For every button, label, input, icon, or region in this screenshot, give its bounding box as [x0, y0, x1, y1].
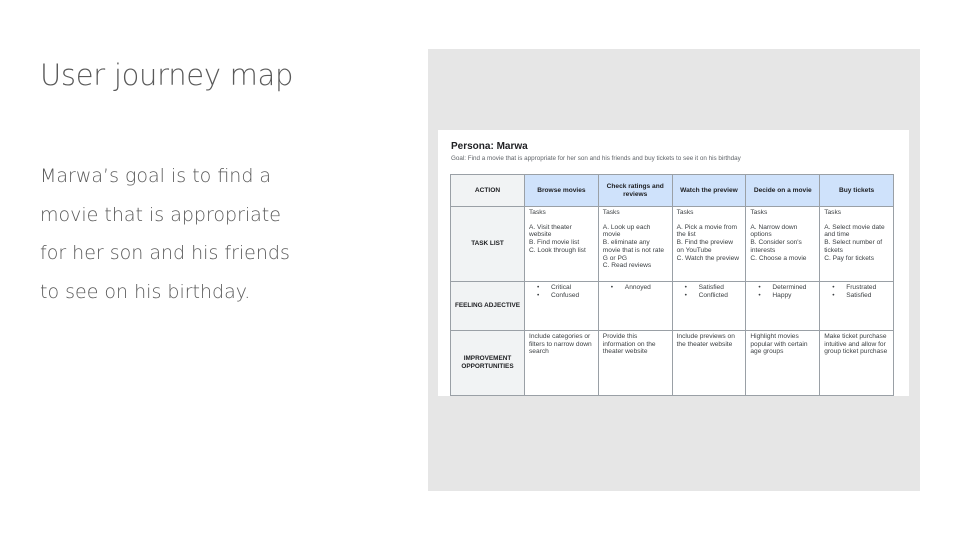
tasks-label: Tasks	[824, 209, 842, 216]
bullet-icon: •	[684, 284, 687, 291]
bullet-icon: •	[832, 291, 835, 299]
task-item: A. Visit theater website	[529, 223, 572, 239]
feeling-cell	[525, 282, 599, 331]
journey-map-table	[450, 174, 894, 396]
task-item: A. Pick a movie from the list	[676, 223, 738, 239]
task-item: B. Find movie list	[529, 239, 580, 247]
feeling-item	[824, 292, 889, 300]
action-cell: Check ratings and reviews	[598, 175, 672, 207]
feeling-text: Happy	[772, 291, 792, 299]
feeling-item	[529, 284, 594, 292]
feeling-adjective-row	[451, 282, 894, 331]
action-cell: Watch the preview	[672, 175, 746, 207]
improvement-cell: Include previews on the theater website	[672, 331, 746, 396]
tasks-label: Tasks	[529, 209, 546, 216]
feeling-item	[529, 292, 594, 300]
feeling-text: Annoyed	[624, 284, 651, 291]
improvement-row	[451, 331, 894, 396]
feeling-text: Confused	[551, 291, 580, 299]
feeling-item	[750, 292, 815, 300]
slide-body-text: Marwa’s goal is to find a movie that is appropriate for her son and his friends to see on his birthday.	[40, 165, 290, 303]
task-list-cell	[525, 207, 599, 282]
task-item: A. Narrow down options	[750, 223, 798, 239]
feeling-item	[677, 284, 742, 292]
task-item: B. Find the preview on YouTube	[676, 239, 734, 254]
journey-map-image-panel	[428, 49, 920, 491]
task-item: C. Choose a movie	[750, 254, 807, 262]
bullet-icon: •	[537, 291, 540, 299]
feeling-text: Satisfied	[846, 291, 872, 299]
feeling-text: Frustrated	[846, 284, 877, 291]
task-item: B. Consider son's interests	[750, 239, 802, 254]
row-header-task-list: TASK LIST	[451, 207, 525, 282]
row-header-action: ACTION	[451, 175, 525, 207]
feeling-cell	[820, 282, 894, 331]
action-cell: Buy tickets	[820, 175, 894, 207]
feeling-cell	[598, 282, 672, 331]
improvement-cell: Include categories or filters to narrow down search	[525, 331, 599, 396]
feeling-text: Conflicted	[698, 291, 728, 299]
feeling-item	[824, 284, 889, 292]
slide-title: User journey map	[40, 58, 294, 92]
task-item: A. Select movie date and time	[824, 223, 885, 239]
action-row	[451, 175, 894, 207]
task-item: C. Watch the preview	[676, 254, 740, 262]
bullet-icon: •	[684, 291, 687, 299]
task-list-cell	[598, 207, 672, 282]
tasks-label: Tasks	[602, 209, 620, 216]
persona-goal: Goal: Find a movie that is appropriate for her son and his friends and buy tickets to see it on his birthday	[451, 155, 741, 162]
feeling-text: Critical	[551, 284, 572, 291]
bullet-icon: •	[758, 284, 761, 291]
task-list-row	[451, 207, 894, 282]
bullet-icon: •	[610, 284, 614, 291]
bullet-icon: •	[832, 284, 835, 291]
persona-title: Persona: Marwa	[451, 141, 528, 152]
bullet-icon: •	[758, 291, 761, 299]
action-cell: Browse movies	[525, 175, 599, 207]
feeling-text: Determined	[772, 284, 807, 291]
task-list-cell	[746, 207, 820, 282]
feeling-cell	[746, 282, 820, 331]
journey-map-card	[438, 130, 909, 396]
feeling-item	[603, 284, 668, 292]
feeling-item	[677, 292, 742, 300]
task-item: B. eliminate any movie that is not rate G or PG	[602, 239, 665, 262]
task-item: B. Select number of tickets	[824, 239, 883, 254]
row-header-feeling: FEELING ADJECTIVE	[451, 282, 525, 331]
task-list-cell	[672, 207, 746, 282]
feeling-text: Satisfied	[698, 284, 724, 291]
improvement-cell: Make ticket purchase intuitive and allow for group ticket purchase	[820, 331, 894, 396]
feeling-cell	[672, 282, 746, 331]
tasks-label: Tasks	[676, 209, 694, 216]
task-item: C. Pay for tickets	[824, 254, 875, 262]
feeling-item	[750, 284, 815, 292]
bullet-icon: •	[537, 284, 540, 291]
task-list-cell	[820, 207, 894, 282]
row-header-improvement: IMPROVEMENT OPPORTUNITIES	[451, 331, 525, 396]
task-item: A. Look up each movie	[602, 223, 651, 239]
improvement-cell: Provide this information on the theater website	[598, 331, 672, 396]
improvement-cell: Highlight movies popular with certain age groups	[746, 331, 820, 396]
action-cell: Decide on a movie	[746, 175, 820, 207]
task-item: C. Look through list	[529, 246, 586, 254]
tasks-label: Tasks	[750, 209, 768, 216]
task-item: C. Read reviews	[602, 262, 652, 270]
